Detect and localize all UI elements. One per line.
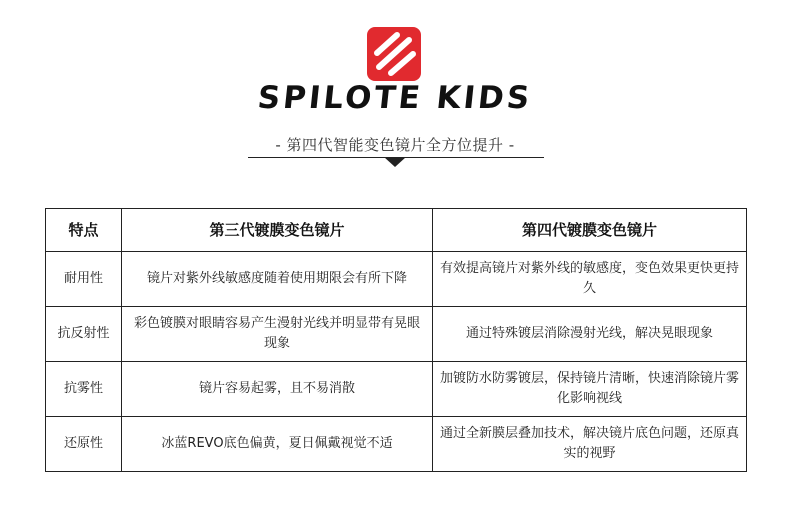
- table-row: [46, 252, 747, 307]
- table-row: [46, 362, 747, 417]
- striped-badge-icon: [367, 27, 421, 81]
- feature-cell: 抗雾性: [46, 362, 122, 417]
- brand-logo-icon: [367, 27, 421, 81]
- divider-arrow-icon: [384, 157, 406, 167]
- feature-cell: 还原性: [46, 417, 122, 472]
- gen3-cell: 镜片对紫外线敏感度随着使用期限会有所下降: [122, 252, 433, 307]
- gen4-cell: 加镀防水防雾镀层，保持镜片清晰，快速消除镜片雾化影响视线: [433, 362, 747, 417]
- gen4-cell: 有效提高镜片对紫外线的敏感度，变色效果更快更持久: [433, 252, 747, 307]
- table-header-row: [46, 209, 747, 252]
- gen3-cell: 镜片容易起雾，且不易消散: [122, 362, 433, 417]
- header-gen4: 第四代镀膜变色镜片: [433, 209, 747, 252]
- feature-cell: 抗反射性: [46, 307, 122, 362]
- tagline-container: [0, 134, 790, 155]
- gen3-cell: 冰蓝REVO底色偏黄，夏日佩戴视觉不适: [122, 417, 433, 472]
- header-gen3: 第三代镀膜变色镜片: [122, 209, 433, 252]
- gen4-cell: 通过全新膜层叠加技术，解决镜片底色问题，还原真实的视野: [433, 417, 747, 472]
- table-row: [46, 417, 747, 472]
- gen4-cell: 通过特殊镀层消除漫射光线，解决晃眼现象: [433, 307, 747, 362]
- table-row: [46, 307, 747, 362]
- brand-name: SPILOTE KIDS: [255, 80, 535, 116]
- header-feature: 特点: [46, 209, 122, 252]
- comparison-table: [45, 208, 747, 472]
- gen3-cell: 彩色镀膜对眼睛容易产生漫射光线并明显带有晃眼现象: [122, 307, 433, 362]
- tagline: - 第四代智能变色镜片全方位提升 -: [275, 136, 515, 154]
- feature-cell: 耐用性: [46, 252, 122, 307]
